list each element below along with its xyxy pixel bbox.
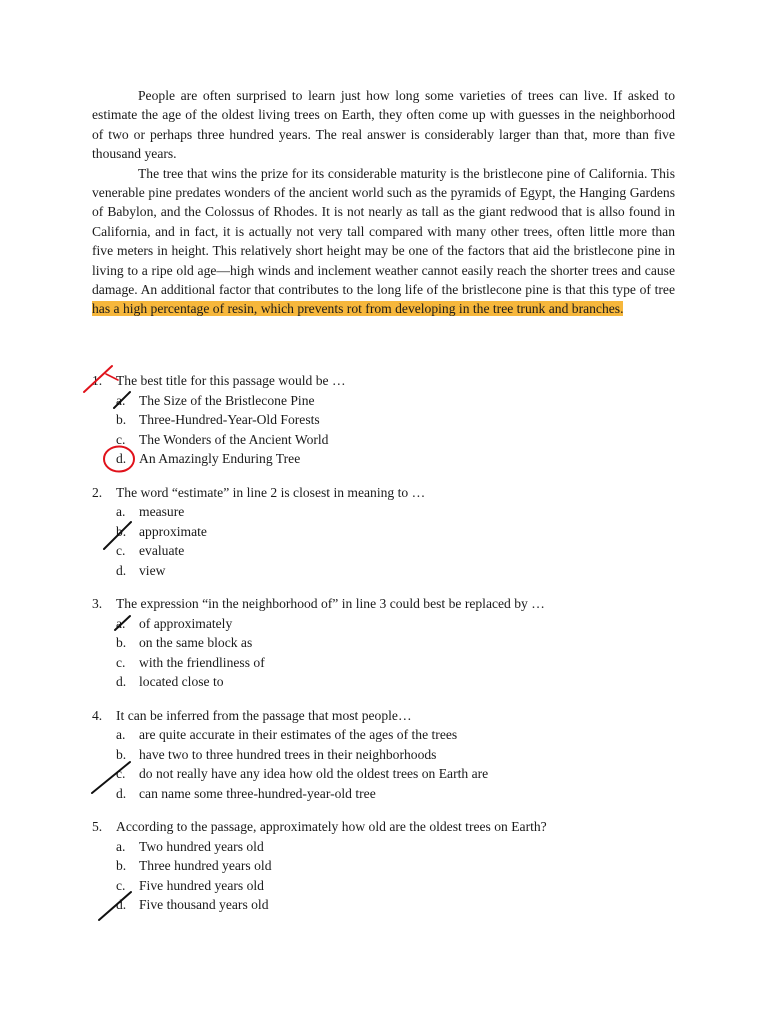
choice-letter: a. [116, 727, 126, 742]
choice-text: view [139, 562, 166, 578]
answer-choice[interactable] [92, 430, 692, 450]
choice-letter: d. [116, 562, 127, 578]
choice-text: Five thousand years old [139, 897, 269, 912]
answer-choice[interactable] [92, 725, 692, 745]
choice-letter: d. [116, 451, 127, 466]
choice-letter: a. [116, 615, 126, 631]
choice-text: have two to three hundred trees in their neighborhoods [139, 746, 437, 762]
question-4 [92, 706, 692, 804]
choice-text: located close to [139, 674, 224, 689]
question-number: 5. [92, 819, 103, 834]
choice-text: An Amazingly Enduring Tree [139, 451, 301, 466]
answer-choices [92, 837, 692, 915]
answer-choice[interactable] [92, 449, 692, 469]
choice-letter: a. [116, 392, 126, 408]
question-text: The best title for this passage would be … [116, 373, 346, 388]
answer-choice[interactable] [92, 784, 692, 804]
answer-choice[interactable] [92, 837, 692, 857]
answer-choice[interactable] [92, 895, 692, 915]
answer-choice[interactable] [92, 614, 692, 634]
question-3 [92, 594, 692, 692]
question-text: The word “estimate” in line 2 is closest in meaning to … [116, 484, 426, 500]
answer-choices [92, 391, 692, 469]
answer-choices [92, 502, 692, 580]
choice-letter: b. [116, 635, 127, 650]
answer-choice[interactable] [92, 745, 692, 765]
choice-letter: c. [116, 543, 126, 558]
question-text: It can be inferred from the passage that most people… [116, 707, 412, 723]
choice-text: can name some three-hundred-year-old tree [139, 785, 376, 801]
choice-text: The Size of the Bristlecone Pine [139, 392, 315, 408]
question-number: 4. [92, 707, 103, 723]
question-text: According to the passage, approximately how old are the oldest trees on Earth? [116, 819, 547, 834]
choice-text: evaluate [139, 543, 185, 558]
choice-text: approximate [139, 523, 207, 539]
choice-letter: d. [116, 897, 127, 912]
answer-choice[interactable] [92, 653, 692, 673]
question-stem [92, 483, 692, 503]
choice-letter: c. [116, 431, 126, 447]
choice-text: do not really have any idea how old the oldest trees on Earth are [139, 766, 489, 781]
question-text: The expression “in the neighborhood of” in line 3 could best be replaced by … [116, 596, 545, 611]
paragraph-text: People are often surprised to learn just how long some varieties of trees can live. If asked to estimate the age of the oldest living trees on Earth, they often come up with guesses in the neighborhood of two or perhaps three hundred years. The real answer is considerably larger than that, more than five thousand years. [92, 88, 675, 162]
answer-choice[interactable] [92, 410, 692, 430]
choice-letter: d. [116, 674, 127, 689]
choice-letter: b. [116, 412, 127, 427]
passage-paragraph-2 [92, 164, 675, 319]
choice-text: Three-Hundred-Year-Old Forests [139, 412, 320, 427]
choice-text: are quite accurate in their estimates of the ages of the trees [139, 727, 458, 742]
question-stem [92, 594, 692, 614]
question-stem [92, 817, 692, 837]
answer-choice[interactable] [92, 522, 692, 542]
highlighted-text: has a high percentage of resin, which prevents rot from developing in the tree trunk and branches. [92, 301, 624, 317]
choice-letter: b. [116, 746, 127, 762]
answer-choice[interactable] [92, 391, 692, 411]
answer-choice[interactable] [92, 561, 692, 581]
paragraph-text: The tree that wins the prize for its considerable maturity is the bristlecone pine of California. This venerable pine predates wonders of the ancient world such as the pyramids of Egypt, the Hanging Gardens of Babylon, and the Colossus of Rhodes. It is not nearly as tall as the giant redwood that is allso found in California, and in fact, it is actually not very tall compared with many other trees, often little more than five meters in height. This relatively short height may be one of the factors that aid the bristlecone pine in living to a ripe old age—high winds and inclement weather cannot easily reach the shorter trees and cause damage. An additional factor that contributes to the long life of the bristlecone pine is that this type of tree [92, 165, 675, 298]
answer-choice[interactable] [92, 672, 692, 692]
choice-text: on the same block as [139, 635, 253, 650]
question-1 [92, 371, 692, 469]
answer-choice[interactable] [92, 764, 692, 784]
choice-letter: c. [116, 877, 126, 893]
choice-letter: c. [116, 654, 126, 670]
choice-letter: a. [116, 504, 126, 519]
answer-choice[interactable] [92, 876, 692, 896]
choice-text: measure [139, 504, 185, 519]
question-list [92, 371, 692, 929]
choice-text: The Wonders of the Ancient World [139, 431, 329, 447]
question-stem [92, 706, 692, 726]
question-number: 2. [92, 484, 103, 500]
choice-text: of approximately [139, 615, 233, 631]
choice-letter: b. [116, 858, 127, 873]
answer-choices [92, 725, 692, 803]
answer-choice[interactable] [92, 541, 692, 561]
choice-text: Five hundred years old [139, 877, 264, 893]
choice-text: Two hundred years old [139, 838, 264, 854]
passage-paragraph-1 [92, 86, 675, 164]
question-number: 1. [92, 373, 103, 388]
reading-passage [92, 86, 675, 319]
question-stem [92, 371, 692, 391]
choice-text: with the friendliness of [139, 654, 265, 670]
question-number: 3. [92, 596, 103, 611]
choice-letter: b. [116, 523, 127, 539]
choice-letter: a. [116, 838, 126, 854]
answer-choice[interactable] [92, 633, 692, 653]
choice-letter: d. [116, 785, 127, 801]
answer-choice[interactable] [92, 856, 692, 876]
answer-choices [92, 614, 692, 692]
question-2 [92, 483, 692, 581]
answer-choice[interactable] [92, 502, 692, 522]
question-5 [92, 817, 692, 915]
choice-text: Three hundred years old [139, 858, 272, 873]
choice-letter: c. [116, 766, 126, 781]
